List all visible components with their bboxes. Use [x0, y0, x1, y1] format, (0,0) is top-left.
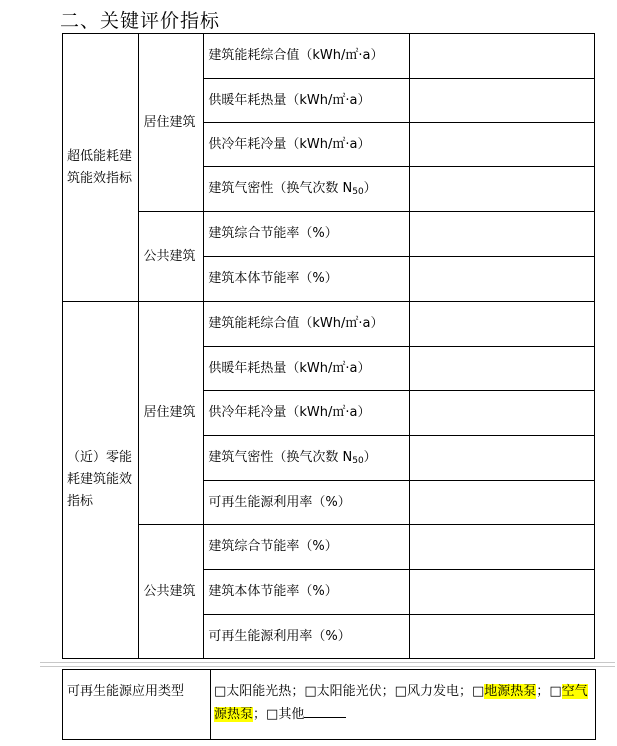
indicator-value-cell[interactable]	[409, 167, 594, 212]
checkbox-opt-wind[interactable]: □风力发电	[394, 684, 459, 699]
indicator-name: 可再生能源利用率（%）	[204, 615, 409, 659]
indicator-value-cell[interactable]	[409, 79, 594, 123]
other-fill-blank[interactable]	[304, 703, 346, 718]
section-title: 二、关键评价指标	[60, 10, 221, 32]
group-label-near-zero: （近）零能耗建筑能效指标	[63, 302, 139, 659]
renewable-table	[62, 669, 596, 740]
subgroup-label-residential: 居住建筑	[139, 302, 204, 525]
indicator-value-cell[interactable]	[409, 391, 594, 436]
indicator-name: 供暖年耗热量（kWh/㎡·a）	[204, 347, 409, 391]
checkbox-opt-solar-thermal[interactable]: □太阳能光热	[214, 684, 292, 699]
indicator-value-cell[interactable]	[409, 570, 594, 615]
indicator-value-cell[interactable]	[409, 34, 594, 79]
table-row	[63, 34, 595, 79]
indicator-name: 建筑能耗综合值（kWh/㎡·a）	[204, 302, 409, 347]
subgroup-label-public: 公共建筑	[139, 525, 204, 659]
checkbox-opt-solar-pv[interactable]: □太阳能光伏	[304, 684, 382, 699]
indicator-name: 可再生能源利用率（%）	[204, 481, 409, 525]
checkbox-opt-air-source[interactable]: □空气源热泵	[214, 684, 588, 722]
indicator-name: 建筑气密性（换气次数 $N_{50}$）	[204, 167, 409, 212]
indicator-name: 供暖年耗热量（kWh/㎡·a）	[204, 79, 409, 123]
checkbox-opt-ground-source[interactable]: □地源热泵	[471, 684, 537, 699]
table-row	[63, 525, 595, 570]
indicator-name: 建筑本体节能率（%）	[204, 570, 409, 615]
indicator-value-cell[interactable]	[409, 481, 594, 525]
indicator-name: 建筑综合节能率（%）	[204, 525, 409, 570]
checkbox-opt-other[interactable]: □其他	[266, 707, 305, 722]
indicator-value-cell[interactable]	[409, 347, 594, 391]
indicator-value-cell[interactable]	[409, 257, 594, 302]
table-row	[63, 302, 595, 347]
indicator-name: 建筑本体节能率（%）	[204, 257, 409, 302]
renewable-label: 可再生能源应用类型	[63, 670, 211, 740]
subgroup-label-public: 公共建筑	[139, 212, 204, 302]
table-row	[63, 670, 596, 740]
table-row	[63, 212, 595, 257]
indicator-name: 建筑综合节能率（%）	[204, 212, 409, 257]
indicator-name: 建筑能耗综合值（kWh/㎡·a）	[204, 34, 409, 79]
subgroup-label-residential: 居住建筑	[139, 34, 204, 212]
page-break-line	[40, 662, 615, 663]
indicator-value-cell[interactable]	[409, 212, 594, 257]
indicator-value-cell[interactable]	[409, 123, 594, 167]
page-break-line	[40, 666, 615, 667]
indicator-name: 建筑气密性（换气次数 $N_{50}$）	[204, 436, 409, 481]
indicator-name: 供冷年耗冷量（kWh/㎡·a）	[204, 391, 409, 436]
indicator-value-cell[interactable]	[409, 615, 594, 659]
indicator-value-cell[interactable]	[409, 525, 594, 570]
group-label-ultra-low: 超低能耗建筑能效指标	[63, 34, 139, 302]
renewable-options: □太阳能光热；□太阳能光伏；□风力发电；□地源热泵；□空气源热泵；□其他	[211, 670, 596, 740]
indicator-value-cell[interactable]	[409, 436, 594, 481]
indicator-table	[62, 33, 595, 659]
indicator-value-cell[interactable]	[409, 302, 594, 347]
indicator-name: 供冷年耗冷量（kWh/㎡·a）	[204, 123, 409, 167]
